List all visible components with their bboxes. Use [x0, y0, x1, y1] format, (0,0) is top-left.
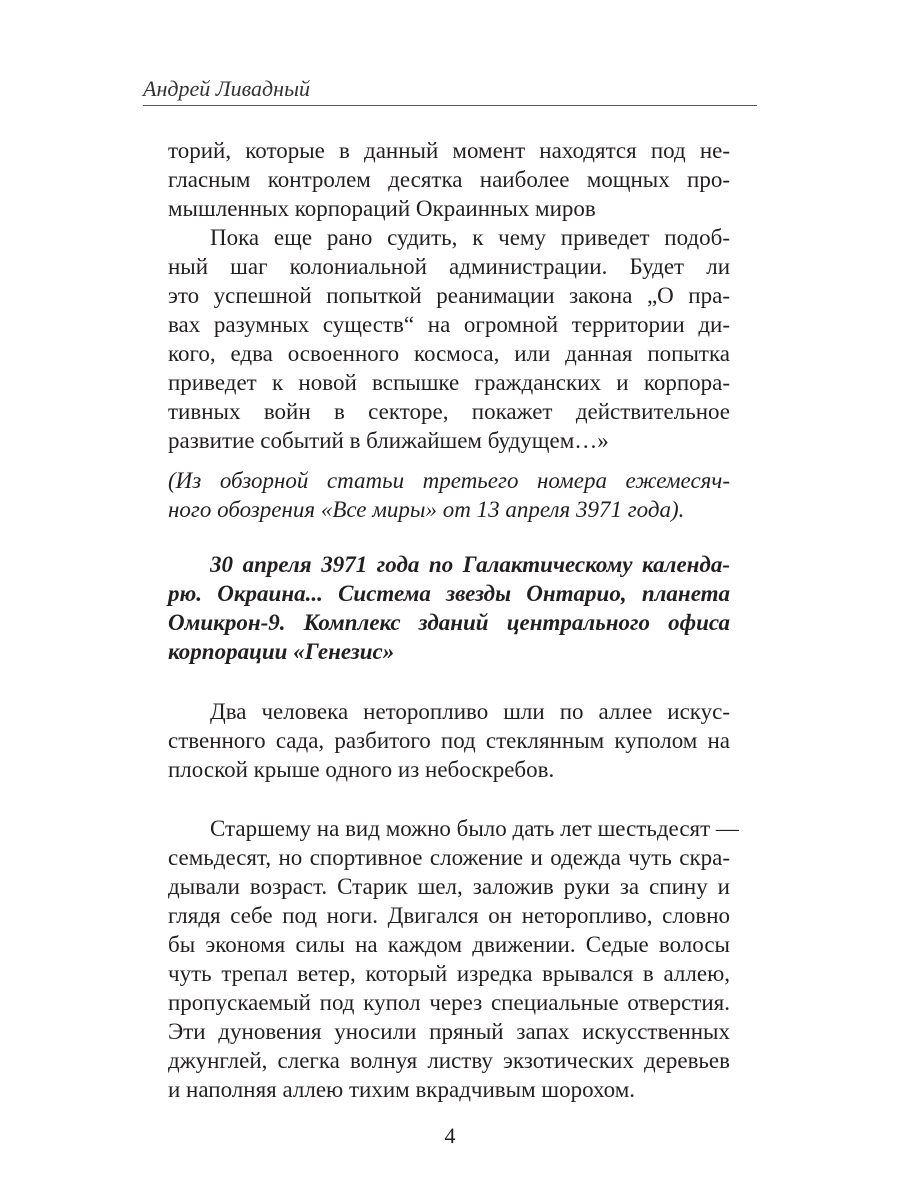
text-line: ственного сада, разбитого под стеклянным куполом на: [168, 728, 730, 753]
text-line: бы экономя силы на каждом движении. Седые волосы: [168, 932, 730, 957]
text-line: (Из обзорной статьи третьего номера ежемесяч-: [168, 468, 730, 493]
section-heading-line: Омикрон-9. Комплекс зданий центрального офиса: [168, 610, 730, 635]
text-line: джунглей, слегка волнуя листву экзотических деревьев: [168, 1048, 730, 1073]
text-line: ный шаг колониальной администрации. Будет ли: [168, 254, 730, 279]
text-line: чуть трепал ветер, который изредка врывался в аллею,: [168, 961, 730, 986]
text-line: мышленных корпораций Окраинных миров: [168, 196, 596, 221]
header-rule: [143, 105, 757, 106]
text-line: семьдесят, но спортивное сложение и одежда чуть скра-: [168, 845, 730, 870]
running-header: Андрей Ливадный: [143, 76, 310, 101]
section-heading-line: корпорации «Генезис»: [168, 639, 395, 664]
page-number: 4: [444, 1123, 456, 1148]
text-line: гласным контролем десятка наиболее мощных про-: [168, 167, 730, 192]
text-line: и наполняя аллею тихим вкрадчивым шорохом.: [168, 1077, 636, 1102]
section-heading-line: 30 апреля 3971 года по Галактическому календа-: [210, 552, 730, 577]
text-line: приведет к новой вспышке гражданских и корпора-: [168, 370, 730, 395]
text-line: Два человека неторопливо шли по аллее искус-: [210, 699, 730, 724]
text-line: это успешной попыткой реанимации закона „О пра-: [168, 283, 730, 308]
text-line: вах разумных существ“ на огромной территории ди-: [168, 312, 730, 337]
text-line: торий, которые в данный момент находятся под не-: [168, 138, 730, 163]
text-line: дывали возраст. Старик шел, заложив руки за спину и: [168, 874, 730, 899]
text-line: кого, едва освоенного космоса, или данная попытка: [168, 341, 730, 366]
text-line: пропускаемый под купол через специальные отверстия.: [168, 990, 730, 1015]
section-heading-line: рю. Окраина... Система звезды Онтарио, планета: [168, 581, 730, 606]
text-line: глядя себе под ноги. Двигался он неторопливо, словно: [168, 903, 730, 928]
text-line: ного обозрения «Все миры» от 13 апреля 3971 года).: [168, 497, 685, 522]
text-line: плоской крыше одного из небоскребов.: [168, 757, 555, 782]
text-line: тивных войн в секторе, покажет действительное: [168, 399, 730, 424]
text-line: Пока еще рано судить, к чему приведет подоб-: [210, 225, 730, 250]
text-line: Эти дуновения уносили пряный запах искусственных: [168, 1019, 730, 1044]
text-line: развитие событий в ближайшем будущем…»: [168, 428, 609, 453]
text-line: Старшему на вид можно было дать лет шестьдесят —: [210, 816, 739, 841]
